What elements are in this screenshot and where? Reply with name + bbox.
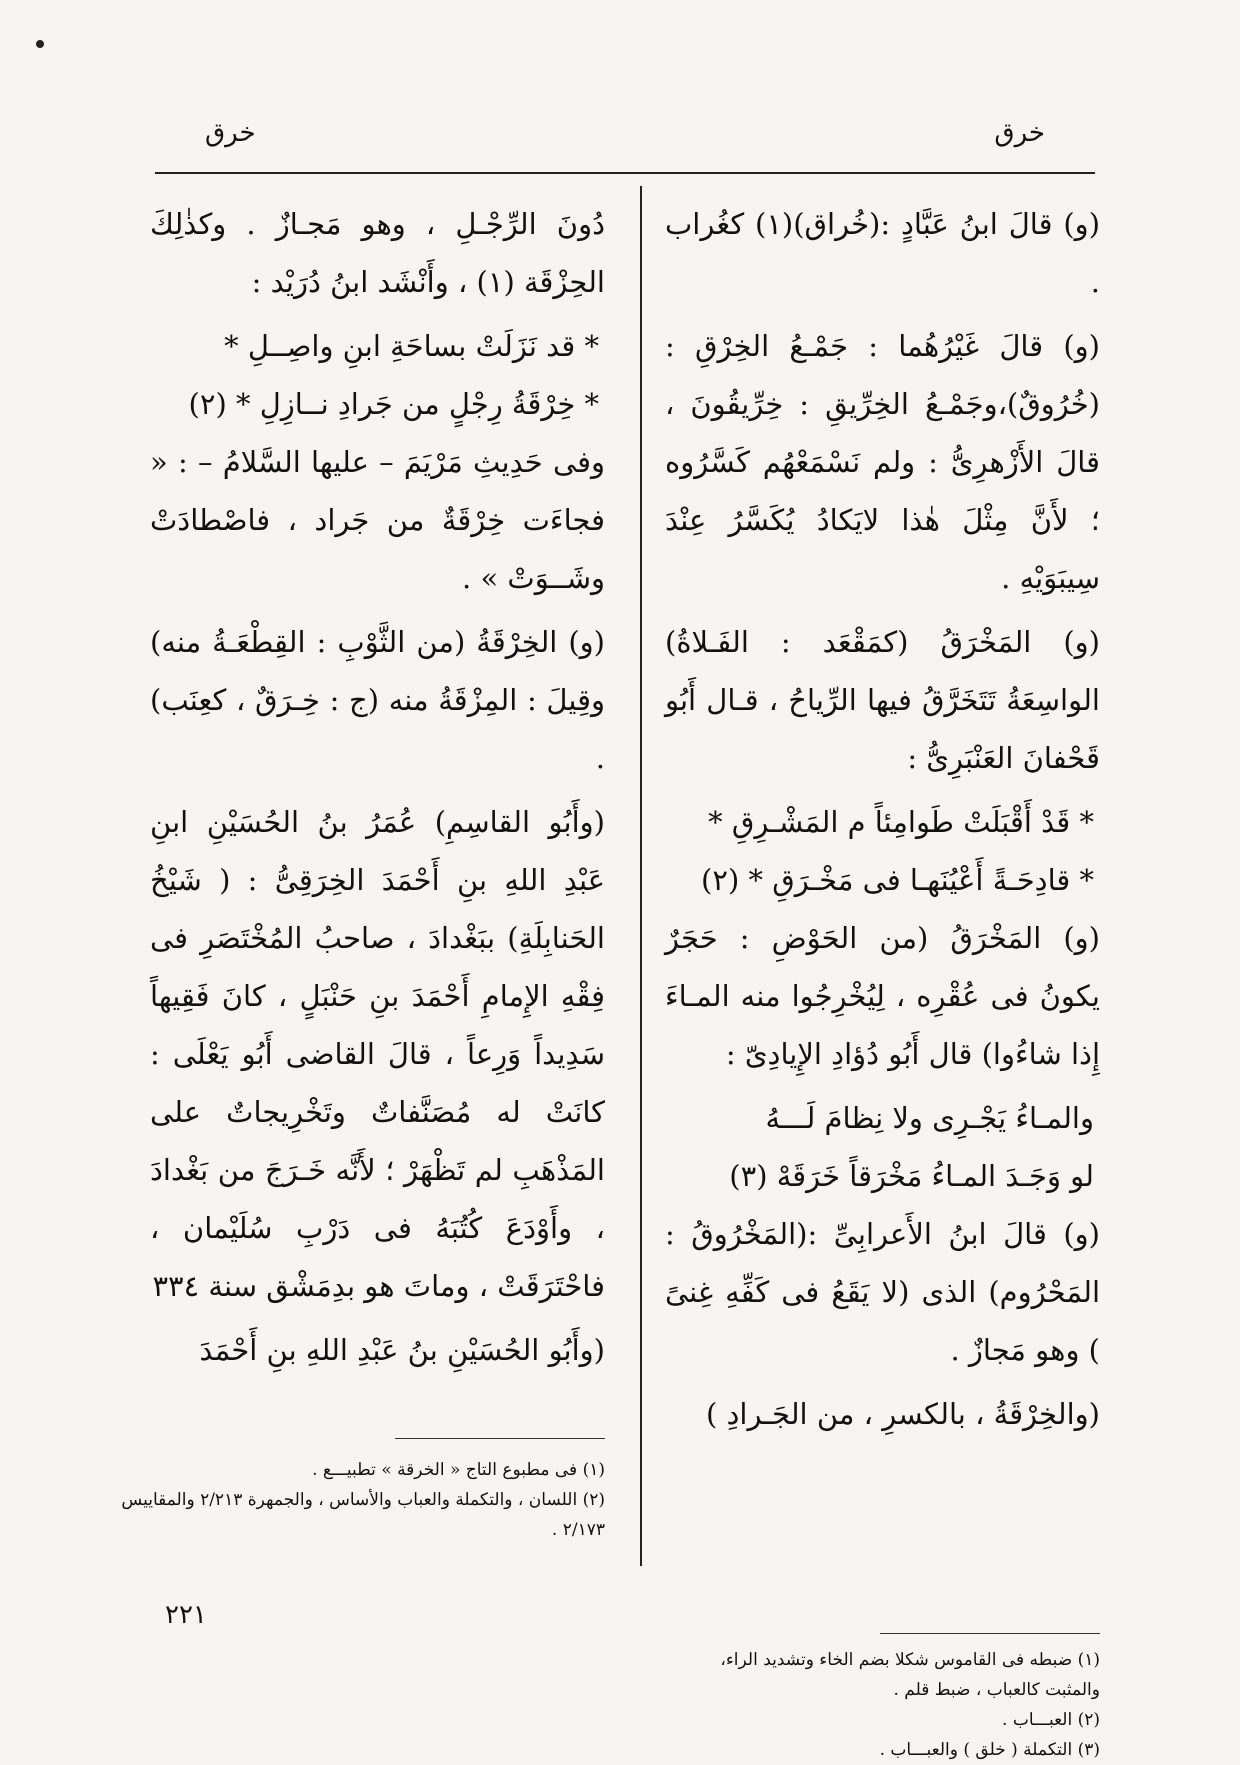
column-divider: [640, 186, 642, 1566]
header-rule: [155, 172, 1095, 174]
footnote-rule: [880, 1633, 1100, 1634]
paragraph: (وأَبُو الحُسَيْنِ بنُ عَبْدِ اللهِ بنِ أَحْمَدَ: [199, 1333, 605, 1367]
left-footnotes: [120, 1455, 605, 1545]
verse: [150, 317, 605, 433]
paragraph: (وأَبُو القاسِمِ) عُمَرُ بنُ الحُسَيْنِ ابنِ عَبْدِ اللهِ بنِ أَحْمَدَ الخِرَقِىُّ : ( شَيْخُ الحَنابِلَةِ) ببَغْدادَ ، صاحبُ المُخْتَصَرِ فى فِقْهِ الإِمامِ أَحْمَدَ بنِ حَنْبَلٍ ، كانَ فَقِيهاً سَدِيداً وَرِعاً ، قالَ القاضى أَبُو يَعْلَى : كانَتْ له مُصَنَّفاتٌ وتَخْرِيجاتٌ على المَذْهَبِ لم تَظْهَرْ ؛ لأَنَّه خَـرَجَ من بَغْدادَ ، وأَوْدَعَ كُتُبَهُ فى دَرْبِ سُلَيْمان ، فاحْتَرَقَتْ ، وماتَ هو بدِمَشْق سنة ٣٣٤: [150, 805, 605, 1303]
header-right-word: خرق: [994, 118, 1045, 148]
paragraph: دُونَ الرِّجْـلِ ، وهو مَجـازٌ . وكذٰلِكَ الحِزْقَة (١) ، وأَنْشَد ابنُ دُرَيْد :: [150, 207, 605, 299]
paragraph: (و) الخِرْقَةُ (من الثَّوْبِ : القِطْعَـةُ منه) وقِيلَ : المِزْقَةُ منه (ج : خِـرَقٌ ، كعِنَب) .: [150, 625, 605, 775]
footnote: (١) فى مطبوع التاج « الخرقة » تطبيـــع .: [312, 1460, 605, 1480]
verse-line: والمـاءُ يَجْـرِى ولا نِظامَ لَـــهُ: [765, 1101, 1094, 1135]
verse: [665, 1089, 1100, 1205]
header-left-word: خرق: [205, 118, 256, 148]
paragraph: (و) المَخْرَقُ (من الحَوْضِ : حَجَرٌ يكونُ فى عُقْرِه ، لِيُخْرِجُوا منه المـاءَ إِذا شاءُوا) قال أَبُو دُؤادِ الإِيادِىّ :: [665, 921, 1100, 1071]
right-column: [665, 195, 1100, 1449]
footnote: (٣) التكملة ( خلق ) والعبـــاب .: [879, 1740, 1100, 1760]
left-column: [150, 195, 605, 1385]
verse-line: * قد نَزَلَتْ بساحَةِ ابنِ واصِــلِ *: [224, 329, 599, 363]
footnote: (٢) العبـــاب .: [1002, 1710, 1100, 1730]
paragraph: (و) قالَ ابنُ عَبَّادٍ :(خُراق)(١) كغُراب .: [665, 207, 1101, 299]
footnote-rule: [395, 1438, 605, 1439]
verse: [665, 793, 1100, 909]
footnote: (١) ضبطه فى القاموس شكلا بضم الخاء وتشديد الراء، والمثبت كالعباب ، ضبط قلم .: [720, 1650, 1100, 1700]
paragraph: وفى حَدِيثِ مَرْيَمَ – عليها السَّلامُ – : « فجاءَت خِرْقَةٌ من جَراد ، فاصْطادَتْ وشَــوَتْ » .: [150, 445, 605, 595]
verse-line: * قادِحَـةً أَعْيُنَهـا فى مَخْـرَقِ * (٢): [701, 863, 1094, 897]
verse-line: * خِرْقَةُ رِجْلٍ من جَرادِ نــازِلِ * (٢): [188, 387, 599, 421]
footnote: (٢) اللسان ، والتكملة والعباب والأساس ، والجمهرة ٢/٢١٣ والمقاييس ٢/١٧٣ .: [121, 1490, 605, 1540]
verse-line: لو وَجَـدَ المـاءُ مَخْرَقاً خَرَقَهْ (٣): [729, 1159, 1094, 1193]
scan-mark: [36, 40, 44, 48]
verse-line: * قَدْ أَقْبَلَتْ طَوامِئاً م المَشْـرِقِ *: [708, 805, 1094, 839]
page-number: ٢٢١: [165, 1600, 207, 1630]
paragraph: (و) قالَ ابنُ الأَعرابِىِّ :(المَخْرُوقُ : المَحْرُوم) الذى (لا يَقَعُ فى كَفِّهِ غِنىً ) وهو مَجازٌ .: [665, 1217, 1100, 1367]
right-footnotes: [700, 1645, 1100, 1765]
paragraph: (والخِرْقَةُ ، بالكسرِ ، من الجَـرادِ ): [705, 1397, 1100, 1431]
paragraph: (و) المَخْرَقُ (كمَقْعَد : الفَـلاةُ) الواسِعَةُ تَتَخَرَّقُ فيها الرِّياحُ ، قـال أَبُو قَحْفانَ العَنْبَرِىُّ :: [665, 625, 1100, 775]
paragraph: (و) قالَ غَيْرُهُما : جَمْـعُ الخِرْقِ : (خُرُوقٌ)،وجَمْـعُ الخِرِّيقِ : خِرِّيقُونَ ، قالَ الأَزْهرِىُّ : ولم نَسْمَعْهُم كَسَّرُوه ؛ لأَنَّ مِثْلَ هٰذا لايَكادُ يُكَسَّرُ عِنْدَ سِيبَوَيْهِ .: [665, 329, 1100, 595]
